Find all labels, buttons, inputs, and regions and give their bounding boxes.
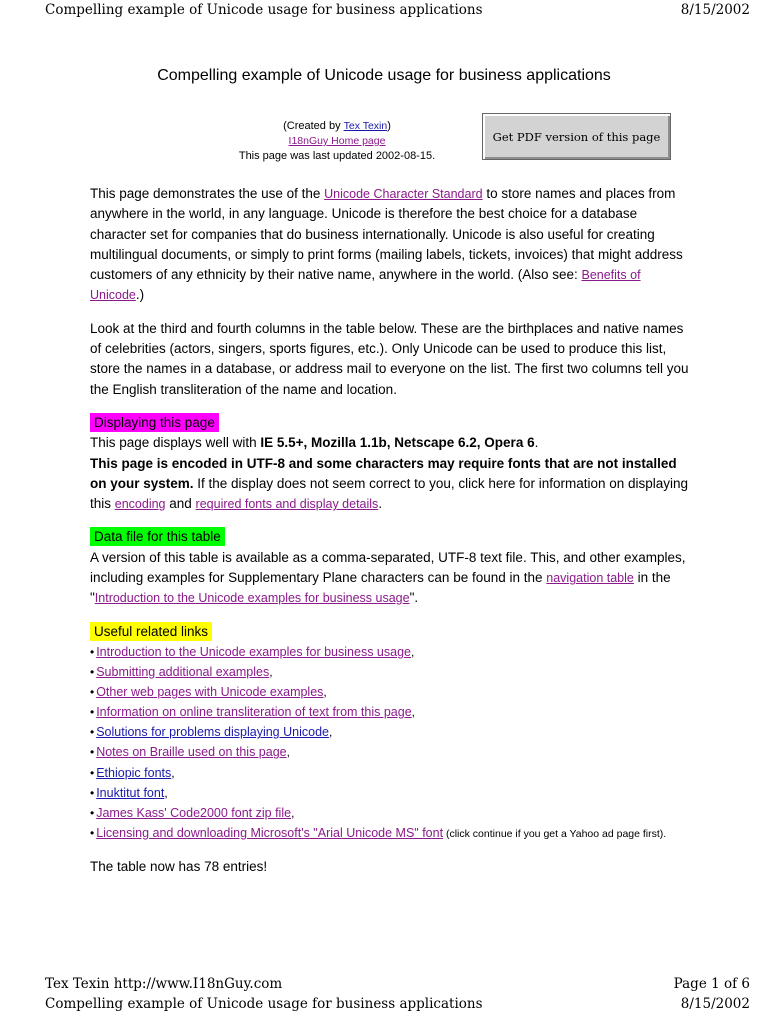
bullet: • [90, 825, 95, 840]
displaying-heading: Displaying this page [90, 413, 219, 432]
created-by-prefix: (Created by [283, 120, 344, 132]
related-link[interactable]: Licensing and downloading Microsoft's "Arial Unicode MS" font [96, 825, 444, 840]
encoding-link[interactable]: encoding [114, 497, 166, 512]
encoding-notice: This page is encoded in UTF-8 and some characters may require fonts that are not installed on your system. [90, 455, 677, 491]
link-suffix: , [410, 644, 415, 659]
print-footer [45, 974, 750, 1014]
bullet: • [90, 745, 95, 760]
related-link[interactable]: Submitting additional examples [96, 665, 270, 680]
yahoo-note: (click continue if you get a Yahoo ad page first). [443, 827, 667, 840]
benefits-of-unicode-link[interactable]: Benefits of Unicode [90, 268, 641, 303]
list-item [90, 662, 690, 682]
data-file-text-3: ". [409, 590, 419, 606]
browser-list: IE 5.5+, Mozilla 1.1b, Netscape 6.2, Opera 6 [260, 435, 535, 451]
home-page-link[interactable]: I18nGuy Home page [288, 135, 386, 147]
link-suffix: , [411, 705, 415, 720]
introduction-link[interactable]: Introduction to the Unicode examples for business usage [94, 591, 410, 606]
footer-site: Tex Texin http://www.I18nGuy.com [45, 976, 283, 992]
print-header-title: Compelling example of Unicode usage for business applications [45, 2, 483, 18]
unicode-standard-link[interactable]: Unicode Character Standard [324, 187, 483, 201]
author-link[interactable]: Tex Texin [343, 120, 388, 132]
navigation-table-link[interactable]: navigation table [546, 571, 634, 586]
get-pdf-button[interactable]: Get PDF version of this page [482, 113, 671, 160]
bullet: • [90, 644, 95, 659]
link-suffix: , [164, 785, 168, 800]
list-item [90, 722, 690, 742]
data-file-text-1: A version of this table is available as a comma-separated, UTF-8 text file. This, and other examples, including examples for Supplementary Plane characters can be found in the [90, 549, 686, 586]
page-title: Compelling example of Unicode usage for business applications [157, 67, 611, 84]
list-item [90, 642, 690, 662]
footer-page-number: Page 1 of 6 [673, 976, 750, 992]
footer-title: Compelling example of Unicode usage for business applications [45, 996, 483, 1012]
related-link[interactable]: Information on online transliteration of text from this page [96, 705, 412, 720]
link-suffix: , [286, 745, 290, 760]
print-header [45, 0, 750, 20]
link-suffix: , [269, 665, 273, 680]
display-text-1: This page displays well with [90, 435, 261, 451]
list-item [90, 702, 690, 722]
intro-text-3: .) [135, 287, 145, 303]
bullet: • [90, 765, 95, 780]
related-link[interactable]: Ethiopic fonts [96, 765, 172, 780]
bullet: • [90, 725, 95, 740]
related-link[interactable]: Other web pages with Unicode examples [96, 685, 324, 700]
bullet: • [90, 705, 95, 720]
bullet: • [90, 685, 95, 700]
list-item [90, 803, 690, 823]
data-file-text-2: in the " [90, 570, 671, 606]
display-text-3: If the display does not seem correct to you, click here for information on displaying this [90, 475, 689, 512]
list-item [90, 742, 690, 762]
list-item [90, 763, 690, 783]
display-text-5: . [378, 496, 383, 512]
list-item [90, 783, 690, 803]
intro-text-2: to store names and places from anywhere in the world, in any language. Unicode is therefore the best choice for a database character set for companies that do business internationally. Unicode is also useful for creating multilingual documents, or simply to print forms (mailing labels, tickets, invoices) that might address customers of any ethnicity by their native name, anywhere in the world. (Also see: [90, 186, 683, 283]
created-by-suffix: ) [387, 120, 391, 132]
link-suffix: , [328, 725, 333, 740]
related-link[interactable]: Notes on Braille used on this page [96, 745, 287, 760]
bullet: • [90, 805, 95, 820]
link-suffix: , [291, 805, 295, 820]
link-suffix: , [171, 765, 175, 780]
list-item [90, 682, 690, 702]
data-file-heading: Data file for this table [90, 527, 225, 546]
bullet: • [90, 665, 95, 680]
bullet: • [90, 785, 95, 800]
intro-text-1: This page demonstrates the use of the [90, 186, 325, 201]
required-fonts-link[interactable]: required fonts and display details [195, 497, 379, 512]
columns-paragraph: Look at the third and fourth columns in the table below. These are the birthplaces and native names of celebrities (actors, singers, sports figures, etc.). Only Unicode can be used to produce this list, store the names in a database, or address mail to everyone on the list. The first two columns tell you the English transliteration of the name and location. [90, 320, 689, 397]
last-updated: This page was last updated 2002-08-15. [238, 150, 436, 162]
link-suffix: , [323, 685, 327, 700]
intro-paragraph [90, 184, 690, 306]
list-item [90, 823, 690, 844]
display-text-2: . [534, 435, 539, 451]
credits [208, 119, 466, 164]
related-link[interactable]: Inuktitut font [96, 785, 165, 800]
related-link[interactable]: Introduction to the Unicode examples for business usage [96, 644, 411, 659]
display-text-4: and [165, 496, 196, 512]
related-links-heading: Useful related links [90, 622, 212, 641]
footer-date: 8/15/2002 [680, 996, 750, 1012]
entries-count: The table now has 78 entries! [90, 858, 268, 874]
related-link[interactable]: James Kass' Code2000 font zip file [96, 805, 292, 820]
display-paragraph [90, 433, 690, 514]
related-links-list [90, 642, 690, 844]
related-link[interactable]: Solutions for problems displaying Unicode [96, 725, 329, 740]
print-header-date: 8/15/2002 [680, 2, 750, 18]
main-content [90, 184, 690, 877]
data-file-paragraph [90, 548, 690, 609]
